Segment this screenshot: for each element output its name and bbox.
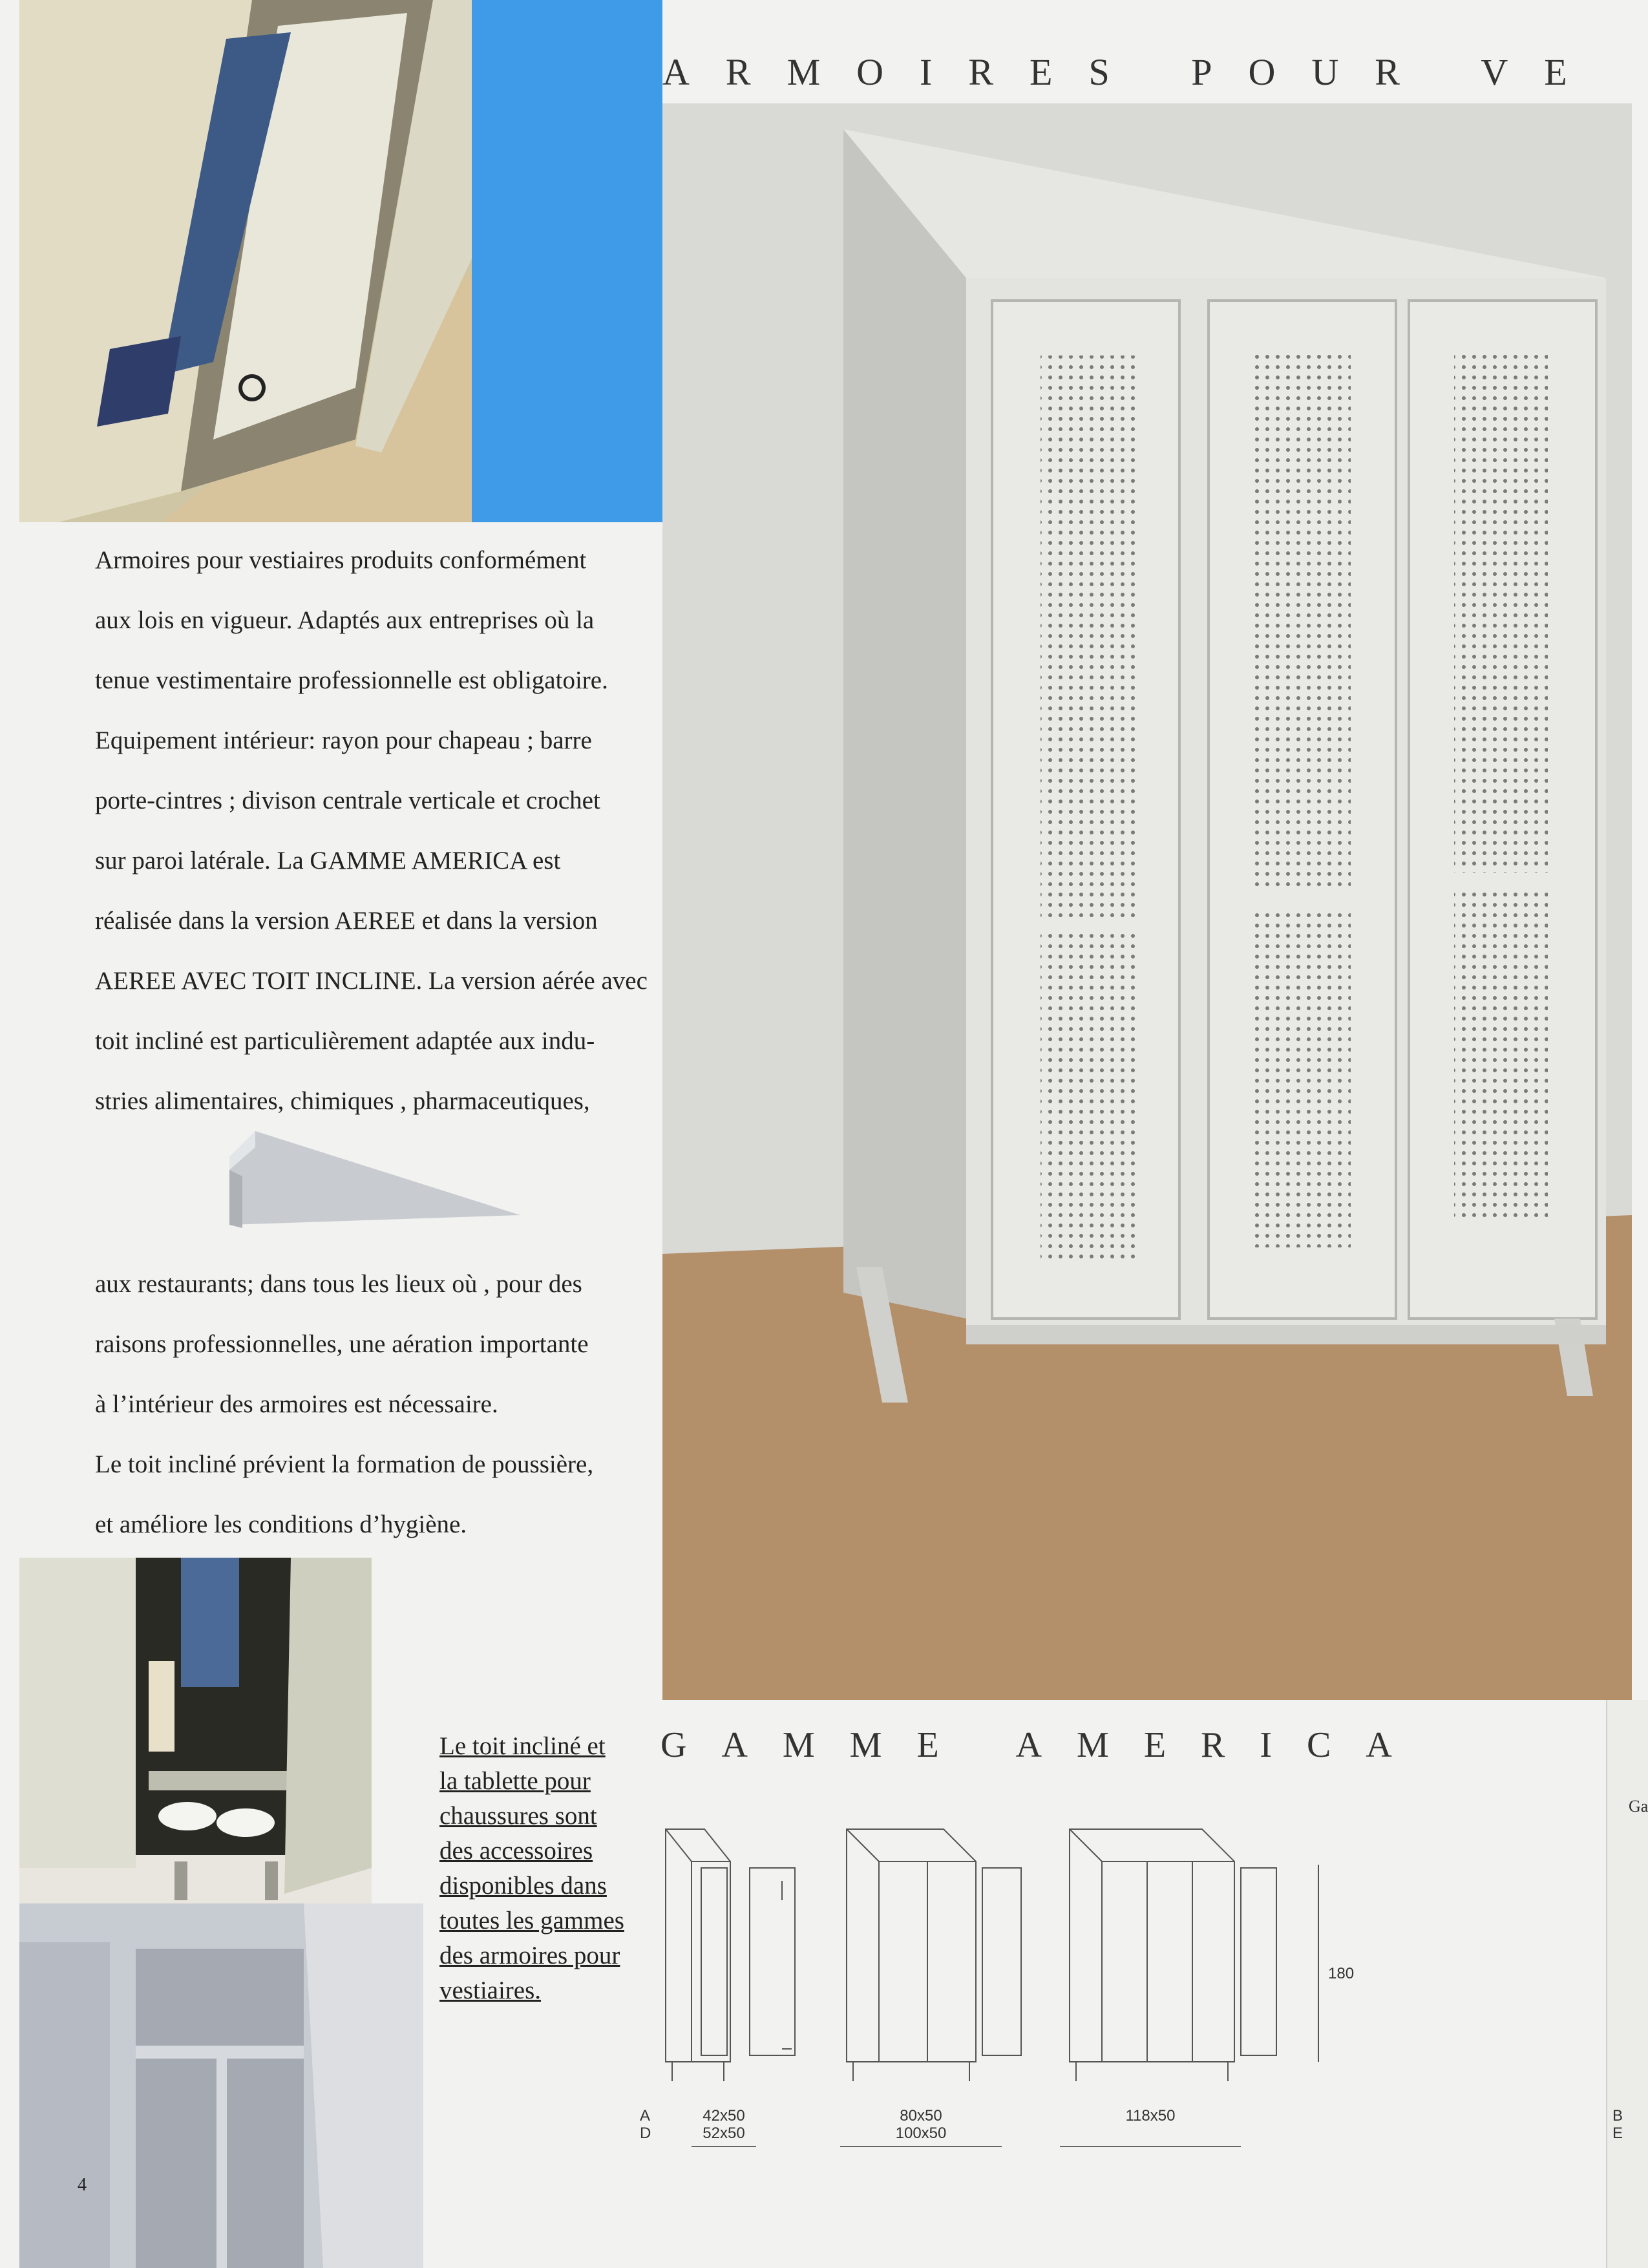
intro-line: Armoires pour vestiaires produits conformément	[95, 546, 587, 574]
intro-line: stries alimentaires, chimiques , pharmaceutiques,	[95, 1087, 590, 1115]
height-label: 180	[1328, 1965, 1355, 1982]
row-letter: D	[640, 2125, 651, 2142]
row-letters	[640, 2107, 651, 2142]
caption-line: la tablette pour	[439, 1767, 591, 1795]
caption-line: disponibles dans	[439, 1872, 607, 1900]
continued-paragraph	[95, 1254, 651, 1554]
locker-diagrams	[659, 1816, 1389, 2114]
continued-line: à l’intérieur des armoires est nécessaire.	[95, 1390, 498, 1418]
caption-line: des accessoires	[439, 1837, 593, 1865]
photo-central-divider	[19, 1903, 423, 2268]
size-label: 100x50	[895, 2125, 947, 2142]
page-number: 4	[78, 2175, 87, 2195]
diagram-1-sizes	[692, 2107, 756, 2147]
continued-line: Le toit incliné prévient la formation de poussière,	[95, 1450, 594, 1478]
diagram-double-locker	[847, 1829, 1021, 2081]
photo-shoe-shelf	[19, 1558, 372, 1903]
accessory-caption	[439, 1729, 653, 2008]
diagram-single-locker	[666, 1829, 795, 2081]
continued-line: et améliore les conditions d’hygiène.	[95, 1510, 467, 1538]
intro-line: réalisée dans la version AEREE et dans la version	[95, 907, 598, 935]
caption-line: vestiaires.	[439, 1977, 542, 2004]
next-page-edge	[1606, 1700, 1648, 2268]
diagram-2-sizes	[840, 2107, 1002, 2147]
continued-line: raisons professionnelles, une aération importante	[95, 1330, 589, 1358]
photo-main-locker	[662, 103, 1632, 1700]
row-letter: A	[640, 2107, 651, 2125]
photo-open-locker-clothes	[19, 0, 472, 522]
blue-accent-strip	[472, 0, 662, 522]
range-title: GAMME AMERICA	[660, 1725, 1427, 1765]
size-label: 118x50	[1125, 2107, 1176, 2125]
size-label: 80x50	[900, 2107, 942, 2125]
intro-line: porte-cintres ; divison centrale verticale et crochet	[95, 787, 600, 814]
intro-line: aux lois en vigueur. Adaptés aux entreprises où la	[95, 606, 595, 634]
caption-line: chaussures sont	[439, 1802, 597, 1830]
intro-line: tenue vestimentaire professionnelle est obligatoire.	[95, 666, 608, 694]
row-letter: B	[1612, 2107, 1623, 2125]
intro-line: AEREE AVEC TOIT INCLINE. La version aérée avec	[95, 967, 648, 995]
intro-line: sur paroi latérale. La GAMME AMERICA est	[95, 847, 561, 874]
intro-paragraph	[95, 530, 651, 1131]
next-page-fragment: Ga	[1629, 1797, 1648, 1816]
continued-line: aux restaurants; dans tous les lieux où , pour des	[95, 1270, 582, 1298]
caption-line: des armoires pour	[439, 1942, 620, 1969]
caption-line: toutes les gammes	[439, 1907, 624, 1934]
next-page-letters	[1612, 2107, 1623, 2142]
header-title: ARMOIRES POUR VE	[662, 51, 1603, 93]
row-letter: E	[1612, 2125, 1623, 2142]
caption-line: Le toit incliné et	[439, 1732, 606, 1760]
diagram-3-sizes	[1060, 2107, 1241, 2147]
size-label: 42x50	[703, 2107, 745, 2125]
intro-line: toit incliné est particulièrement adaptée aux indu-	[95, 1027, 595, 1055]
size-label: 52x50	[703, 2125, 745, 2142]
sloped-roof-accessory-image	[217, 1131, 520, 1235]
intro-line: Equipement intérieur: rayon pour chapeau ; barre	[95, 726, 592, 754]
diagram-triple-locker	[1070, 1829, 1276, 2081]
